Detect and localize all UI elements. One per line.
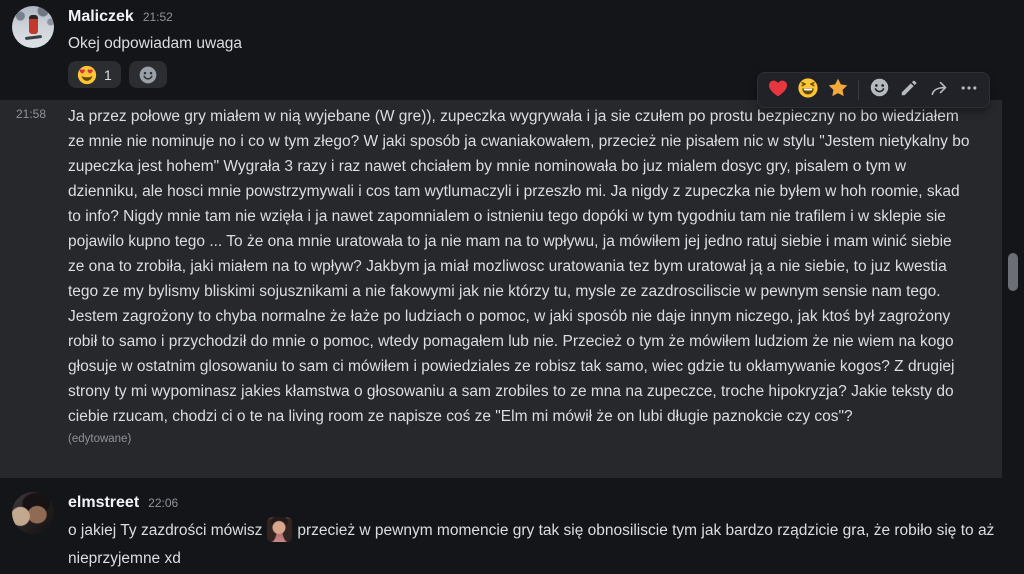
add-reaction-smiley-icon xyxy=(869,77,890,103)
laughing-emoji-icon xyxy=(797,77,819,104)
custom-emoji-woman-photo[interactable] xyxy=(267,517,292,542)
username-maliczek[interactable]: Maliczek xyxy=(68,8,134,25)
avatar-maliczek[interactable] xyxy=(12,6,54,48)
username-elmstreet[interactable]: elmstreet xyxy=(68,494,140,511)
message-hover-toolbar xyxy=(757,72,990,108)
reaction-heart-eyes[interactable] xyxy=(68,61,121,88)
message-header xyxy=(68,8,173,26)
avatar-elmstreet[interactable] xyxy=(12,492,54,534)
forward-arrow-icon xyxy=(929,78,949,103)
message-text-maliczek: Okej odpowiadam uwaga xyxy=(68,35,243,52)
forward-message-button[interactable] xyxy=(925,76,953,104)
avatar-snowboard xyxy=(25,35,42,40)
timestamp: 21:52 xyxy=(142,10,173,24)
timestamp: 22:06 xyxy=(148,496,179,510)
edited-label: (edytowane) xyxy=(68,433,132,445)
quick-reaction-star-button[interactable] xyxy=(824,76,852,104)
edit-message-button[interactable] xyxy=(895,76,923,104)
pencil-icon xyxy=(899,78,919,103)
toolbar-divider xyxy=(858,80,859,100)
reaction-count: 1 xyxy=(104,66,112,83)
add-reaction-button[interactable] xyxy=(129,61,167,88)
text-after-emoji: przecież w pewnym momencie gry tak się obnosiliscie tym jak bardzo rządzicie gra, że robiło się to aż nieprzyjemne xd xyxy=(68,522,995,567)
heart-icon xyxy=(767,77,789,104)
timestamp-gutter: 21:58 xyxy=(16,107,47,121)
reactions-row xyxy=(68,61,167,88)
add-reaction-button-toolbar[interactable] xyxy=(865,76,893,104)
scrollbar-thumb[interactable] xyxy=(1008,253,1018,291)
ellipsis-icon xyxy=(959,78,979,103)
avatar-snowboarder-figure xyxy=(29,15,38,34)
quick-reaction-heart-button[interactable] xyxy=(764,76,792,104)
message-text-long: Ja przez połowe gry miałem w nią wyjebane (W gre)), zupeczka wygrywała i ja sie czułem po prostu bezpieczny no bo wiedziałem ze mnie nie nominuje no i co w tym złego? W jaki sposób ja cwaniakowałem, przecież nie pisałem nic w stylu "Jestem nietykalny bo zupeczka jest hohem" Wygrała 3 razy i raz nawet chciałem by mnie nominowała bo juz mialem dosyc gry, pisalem o tym w dzienniku, ale hosci mnie powstrzymywali i cos tam wytlumaczyli i przeszło mi. Ja nigdy z zupeczka nie byłem w hoh roomie, skad to info? Nigdy mnie tam nie wzięła i ja nawet zapomnialem o istnieniu tego dopóki w tym tygodniu tam nie trafilem i w sklepie sie pojawilo kupno tego ... To że ona mnie uratowała to ja nie mam na to wpływu, ja mówiłem jej jedno ratuj siebie i mam winić siebie ze ona to zrobiła, jaki miałem na to wpływ? Jakbym ja miał mozliwosc uratowania tez bym uratował ją a nie siebie, to juz kwestia tego ze my bylismy bliskimi sojusznikami a nie fakowymi jak nie którzy tu, mysle ze zazdrosciliscie w pewnym sensie nam tego. Jestem zagrożony to chyba normalne że łaże po ludziach o pomoc, w jaki sposób nie daje innym niczego, jak ktoś był zagrożony robił to samo i przychodził do mnie o pomoc, wtedy pomagałem lub nie. Przecież o tym że mówiłem ludziom że nie wiem na kogo głosuje w ostatnim glosowaniu to sam ci mówiłem i powiedziales ze robisz tak samo, wiec gdzie tu okłamywanie kogos? Z drugiej strony ty mi wypominasz jakies kłamstwa o głosowaniu a sam zrobiles to ze mna na zupeczce, troche hipokryzja? Jakie teksty do ciebie rzucam, chodzi ci o te na living room ze napisze coś ze "Elm mi mówił że on lubi długie paznokcie czy cos"? xyxy=(68,108,970,425)
message-header xyxy=(68,494,178,512)
message-text-elmstreet xyxy=(68,517,1008,573)
star-icon xyxy=(827,77,849,104)
more-options-button[interactable] xyxy=(955,76,983,104)
add-reaction-smiley-icon xyxy=(138,65,158,85)
message-body-long xyxy=(68,104,972,472)
heart-eyes-emoji-icon xyxy=(77,65,97,85)
text-before-emoji: o jakiej Ty zazdrości mówisz xyxy=(68,522,263,539)
quick-reaction-laugh-button[interactable] xyxy=(794,76,822,104)
